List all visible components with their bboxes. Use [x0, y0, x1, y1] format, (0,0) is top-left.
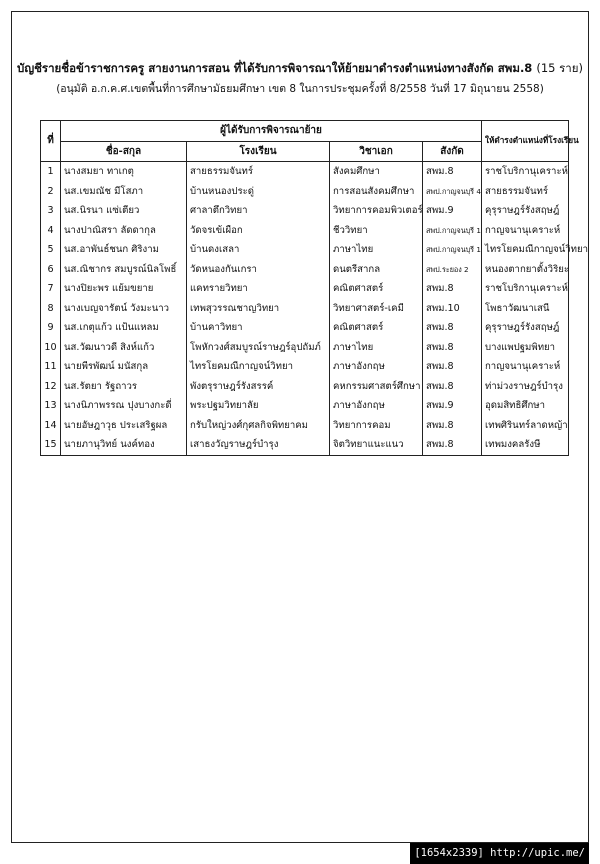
cell-school: บ้านคาวิทยา	[187, 318, 330, 338]
title-text: บัญชีรายชื่อข้าราชการครู สายงานการสอน ที่ได้รับการพิจารณาให้ย้ายมาดำรงตำแหน่งทางสังกัด สพม.8	[17, 61, 533, 75]
cell-name: นส.เขมณัช มีโสภา	[61, 182, 187, 202]
cell-destination: บางแพปฐมพิทยา	[482, 338, 569, 358]
header-name: ชื่อ-สกุล	[61, 141, 187, 162]
cell-name: นส.ณิชากร สมบูรณ์นิลโพธิ์	[61, 260, 187, 280]
cell-name: นายพีรพัฒน์ มนัสกุล	[61, 357, 187, 377]
cell-affiliation: สพป.กาญจนบุรี 1	[423, 240, 482, 260]
cell-affiliation: สพม.8	[423, 435, 482, 455]
cell-major: วิทยาการคอมพิวเตอร์	[330, 201, 423, 221]
header-no: ที่	[41, 121, 61, 162]
cell-major: ชีววิทยา	[330, 221, 423, 241]
cell-major: ภาษาไทย	[330, 240, 423, 260]
cell-major: วิทยาศาสตร์-เคมี	[330, 299, 423, 319]
cell-affiliation: สพม.8	[423, 357, 482, 377]
cell-school: สายธรรมจันทร์	[187, 162, 330, 182]
table-row	[41, 240, 569, 260]
table-row	[41, 396, 569, 416]
cell-major: คหกรรมศาสตร์ศึกษา	[330, 377, 423, 397]
table-row	[41, 338, 569, 358]
table-row	[41, 162, 569, 182]
table-row	[41, 357, 569, 377]
cell-name: นางนิภาพรรณ ปุงบางกะดี่	[61, 396, 187, 416]
cell-no: 14	[41, 416, 61, 436]
cell-school: วัดหนองกันเกรา	[187, 260, 330, 280]
table-row	[41, 182, 569, 202]
cell-no: 12	[41, 377, 61, 397]
cell-name: นางเบญจารัตน์ วังมะนาว	[61, 299, 187, 319]
cell-school: เทพสุวรรณชาญวิทยา	[187, 299, 330, 319]
cell-no: 13	[41, 396, 61, 416]
table-header-row	[41, 121, 569, 142]
cell-affiliation: สพป.ระยอง 2	[423, 260, 482, 280]
cell-no: 6	[41, 260, 61, 280]
cell-major: ดนตรีสากล	[330, 260, 423, 280]
header-affiliation: สังกัด	[423, 141, 482, 162]
cell-no: 3	[41, 201, 61, 221]
cell-school: บ้านหนองประดู่	[187, 182, 330, 202]
cell-major: วิทยาการคอม	[330, 416, 423, 436]
transfer-table	[40, 120, 588, 456]
cell-name: นส.วัฒนาวดี สิงห์แก้ว	[61, 338, 187, 358]
table-row	[41, 416, 569, 436]
cell-school: บ้านดงเสลา	[187, 240, 330, 260]
cell-destination: ราชโบริกานุเคราะห์	[482, 279, 569, 299]
cell-no: 11	[41, 357, 61, 377]
table-row	[41, 318, 569, 338]
cell-destination: หนองตากยาตั้งวิริยะ	[482, 260, 569, 280]
cell-no: 9	[41, 318, 61, 338]
cell-destination: กาญจนานุเคราะห์	[482, 221, 569, 241]
header-group: ผู้ได้รับการพิจารณาย้าย	[61, 121, 482, 142]
cell-major: คณิตศาสตร์	[330, 279, 423, 299]
document-subtitle: (อนุมัติ อ.ก.ค.ศ.เขตพื้นที่การศึกษามัธยมศึกษา เขต 8 ในการประชุมครั้งที่ 8/2558 วันที่ 17 มิถุนายน 2558)	[56, 83, 544, 95]
image-watermark: [1654x2339] http://upic.me/	[410, 843, 589, 864]
cell-major: จิตวิทยาแนะแนว	[330, 435, 423, 455]
cell-affiliation: สพม.8	[423, 279, 482, 299]
cell-no: 15	[41, 435, 61, 455]
cell-major: ภาษาไทย	[330, 338, 423, 358]
cell-destination: ท่าม่วงราษฎร์บำรุง	[482, 377, 569, 397]
cell-destination: อุดมสิทธิศึกษา	[482, 396, 569, 416]
header-destination: ให้ดำรงตำแหน่งที่โรงเรียน	[482, 121, 569, 162]
cell-destination: เทพมงคลรังษี	[482, 435, 569, 455]
header-school: โรงเรียน	[187, 141, 330, 162]
table-row	[41, 221, 569, 241]
cell-school: พระปฐมวิทยาลัย	[187, 396, 330, 416]
cell-destination: กาญจนานุเคราะห์	[482, 357, 569, 377]
cell-school: ศาลาตึกวิทยา	[187, 201, 330, 221]
table-row	[41, 279, 569, 299]
cell-name: นางสมยา ทาเกตุ	[61, 162, 187, 182]
cell-no: 2	[41, 182, 61, 202]
cell-destination: คุรุราษฎร์รังสฤษฎ์	[482, 201, 569, 221]
cell-destination: สายธรรมจันทร์	[482, 182, 569, 202]
cell-destination: ไทรโยคมณีกาญจน์วิทยา	[482, 240, 569, 260]
cell-affiliation: สพม.9	[423, 201, 482, 221]
cell-name: นางปิยะพร แย้มขยาย	[61, 279, 187, 299]
cell-no: 1	[41, 162, 61, 182]
cell-name: นส.รัตยา รัฐถาวร	[61, 377, 187, 397]
cell-affiliation: สพม.8	[423, 338, 482, 358]
cell-school: พังตรุราษฎร์รังสรรค์	[187, 377, 330, 397]
cell-destination: ราชโบริกานุเคราะห์	[482, 162, 569, 182]
cell-affiliation: สพม.8	[423, 318, 482, 338]
cell-name: นายอัษฎาวุธ ประเสริฐผล	[61, 416, 187, 436]
cell-destination: คุรุราษฎร์รังสฤษฎ์	[482, 318, 569, 338]
cell-affiliation: สพป.กาญจนบุรี 1	[423, 221, 482, 241]
cell-name: นส.อาพันธ์ชนก ศิริงาม	[61, 240, 187, 260]
table-row	[41, 435, 569, 455]
header-major: วิชาเอก	[330, 141, 423, 162]
cell-no: 5	[41, 240, 61, 260]
cell-major: สังคมศึกษา	[330, 162, 423, 182]
document-title	[0, 60, 600, 78]
cell-school: แคทรายวิทยา	[187, 279, 330, 299]
table-body	[41, 162, 588, 456]
cell-affiliation: สพม.10	[423, 299, 482, 319]
cell-affiliation: สพป.กาญจนบุรี 4	[423, 182, 482, 202]
cell-major: ภาษาอังกฤษ	[330, 396, 423, 416]
cell-no: 8	[41, 299, 61, 319]
cell-name: นางปาณิสรา ลัดดากุล	[61, 221, 187, 241]
cell-school: โพหักวงศ์สมบูรณ์ราษฎร์อุปถัมภ์	[187, 338, 330, 358]
cell-major: ภาษาอังกฤษ	[330, 357, 423, 377]
cell-no: 4	[41, 221, 61, 241]
cell-affiliation: สพม.8	[423, 416, 482, 436]
table-row	[41, 377, 569, 397]
cell-major: การสอนสังคมศึกษา	[330, 182, 423, 202]
cell-school: วัดจรเข้เผือก	[187, 221, 330, 241]
cell-affiliation: สพม.9	[423, 396, 482, 416]
cell-major: คณิตศาสตร์	[330, 318, 423, 338]
cell-affiliation: สพม.8	[423, 162, 482, 182]
cell-name: นส.นิรนา แซ่เตียว	[61, 201, 187, 221]
title-count: (15 ราย)	[536, 61, 583, 75]
table-row	[41, 299, 569, 319]
table-row	[41, 201, 569, 221]
cell-name: นส.เกตุแก้ว แป้นแหลม	[61, 318, 187, 338]
cell-school: กรับใหญ่วงศ์กุศลกิจพิทยาคม	[187, 416, 330, 436]
cell-no: 10	[41, 338, 61, 358]
cell-affiliation: สพม.8	[423, 377, 482, 397]
cell-school: เสาธงวัญราษฎร์บำรุง	[187, 435, 330, 455]
cell-no: 7	[41, 279, 61, 299]
cell-school: ไทรโยคมณีกาญจน์วิทยา	[187, 357, 330, 377]
cell-destination: เทพศิรินทร์ลาดหญ้า	[482, 416, 569, 436]
cell-name: นายภานุวิทย์ นงค์ทอง	[61, 435, 187, 455]
table-row	[41, 260, 569, 280]
cell-destination: โพธาวัฒนาเสนี	[482, 299, 569, 319]
